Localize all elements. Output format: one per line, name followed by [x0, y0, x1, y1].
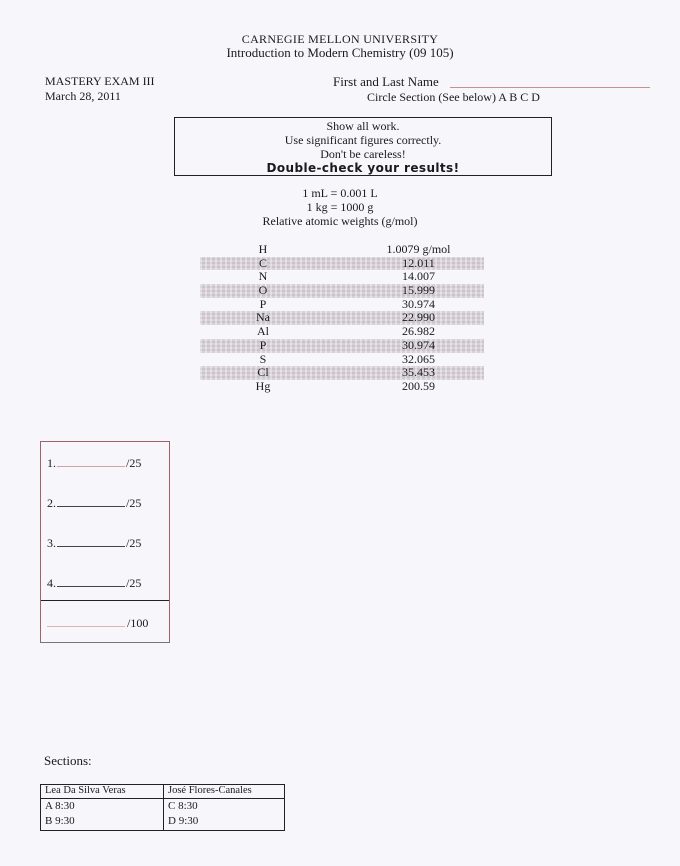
atomic-weight: 15.999 [402, 283, 435, 298]
table-row [200, 257, 484, 271]
element-symbol: O [258, 283, 268, 298]
name-field[interactable] [450, 87, 650, 88]
element-symbol: Cl [257, 365, 269, 380]
exam-date: March 28, 2011 [45, 89, 121, 103]
table-row [200, 325, 484, 339]
element-symbol: Hg [255, 378, 271, 393]
instruction-emphasis: Double-check your results! [266, 161, 460, 175]
table-row [200, 366, 484, 380]
circle-section-label: Circle Section (See below) A B C D [367, 90, 540, 104]
atomic-weight: 14.007 [402, 269, 435, 284]
atomic-weight: 12.011 [402, 255, 435, 270]
element-symbol: S [259, 351, 267, 366]
score-out-of: /25 [126, 536, 142, 550]
instruction-line: Show all work. [326, 119, 400, 133]
conversion-kg: 1 kg = 1000 g [306, 200, 374, 214]
table-row [200, 380, 484, 394]
element-symbol: Al [257, 324, 269, 339]
table-row [200, 311, 484, 325]
instructor-name: José Flores-Canales [168, 785, 252, 796]
score-blank[interactable] [57, 576, 125, 587]
atomic-weight: 1.0079 g/mol [386, 242, 451, 256]
table-row [200, 353, 484, 367]
instructor-name: Lea Da Silva Veras [45, 785, 126, 796]
table-row [200, 339, 484, 353]
atomic-weight: 30.974 [402, 296, 435, 311]
sections-table [40, 784, 285, 831]
table-row [200, 270, 484, 284]
conversion-ml: 1 mL = 0.001 L [302, 186, 378, 200]
instructions-box [174, 117, 552, 176]
section-time: C 8:30 [168, 800, 198, 812]
section-time: B 9:30 [45, 815, 75, 827]
score-number: 2. [47, 496, 56, 510]
weights-title: Relative atomic weights (g/mol) [262, 214, 418, 228]
score-number: 3. [47, 536, 56, 550]
score-line-2[interactable] [47, 496, 167, 511]
table-row [200, 243, 484, 257]
element-symbol: H [258, 242, 268, 256]
atomic-weight: 22.990 [402, 310, 435, 325]
atomic-weight: 30.974 [402, 337, 435, 352]
instruction-line: Don't be careless! [320, 147, 406, 161]
score-line-4[interactable] [47, 576, 167, 591]
score-divider [41, 600, 169, 601]
sections-label: Sections: [44, 753, 92, 768]
score-box [40, 441, 170, 643]
atomic-weights-table [200, 243, 484, 394]
table-row [200, 284, 484, 298]
name-label: First and Last Name [333, 74, 439, 89]
score-line-3[interactable] [47, 536, 167, 551]
score-line-1[interactable] [47, 456, 167, 471]
exam-title: MASTERY EXAM III [45, 74, 155, 88]
atomic-weight: 200.59 [402, 378, 435, 393]
atomic-weight: 35.453 [402, 365, 435, 380]
atomic-weight: 26.982 [402, 324, 435, 339]
table-row [200, 298, 484, 312]
column-divider [163, 785, 164, 830]
score-number: 4. [47, 576, 56, 590]
score-out-of: /25 [126, 576, 142, 590]
element-symbol: P [259, 296, 267, 311]
score-out-of: /25 [126, 496, 142, 510]
section-time: A 8:30 [45, 800, 75, 812]
element-symbol: P [259, 337, 267, 352]
element-symbol: N [258, 269, 268, 284]
total-out-of: /100 [127, 616, 149, 630]
atomic-weight: 32.065 [402, 351, 435, 366]
university-name: CARNEGIE MELLON UNIVERSITY [241, 32, 439, 46]
instruction-line: Use significant figures correctly. [284, 133, 442, 147]
score-blank[interactable] [57, 496, 125, 507]
course-title: Introduction to Modern Chemistry (09 105) [226, 45, 454, 60]
score-number: 1. [47, 456, 56, 470]
score-blank[interactable] [57, 456, 125, 467]
score-out-of: /25 [126, 456, 142, 470]
total-score-blank[interactable] [47, 626, 125, 627]
score-blank[interactable] [57, 536, 125, 547]
section-time: D 9:30 [168, 815, 199, 827]
element-symbol: Na [256, 310, 270, 325]
element-symbol: C [258, 255, 267, 270]
